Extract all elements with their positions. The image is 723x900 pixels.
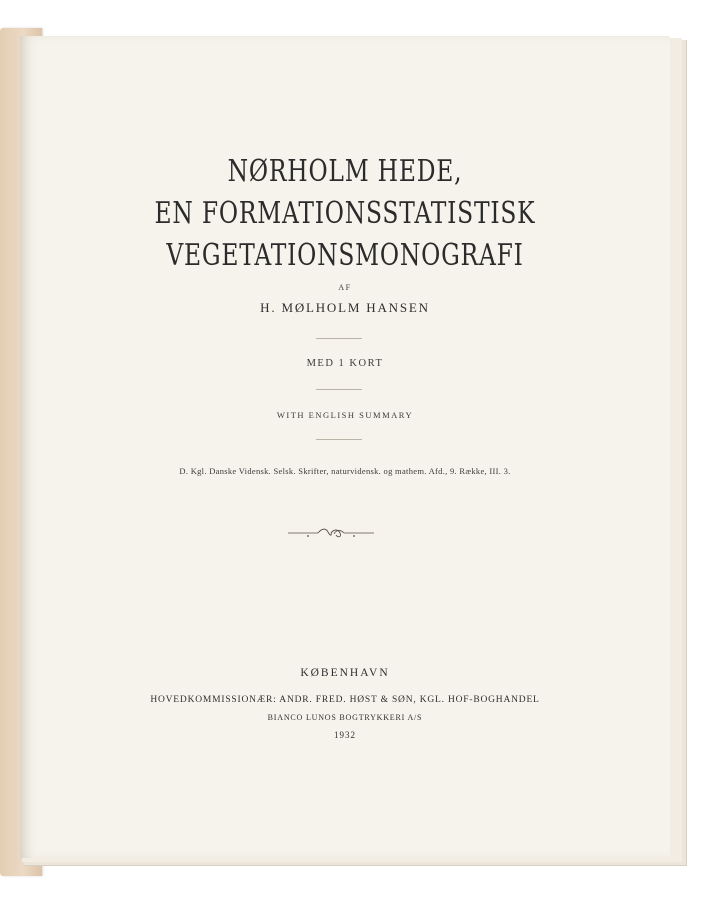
imprint-commission: HOVEDKOMMISSIONÆR: ANDR. FRED. HØST & SØN, KGL. HOF-BOGHANDEL <box>150 695 540 705</box>
author-name: H. MØLHOLM HANSEN <box>260 300 430 315</box>
title-page-content <box>20 36 670 858</box>
title-line-1: NØRHOLM HEDE, <box>227 154 463 189</box>
imprint-year: 1932 <box>334 730 356 740</box>
series-statement: D. Kgl. Danske Vidensk. Selsk. Skrifter, naturvidensk. og mathem. Afd., 9. Række, III. 3. <box>179 466 511 476</box>
divider-rule <box>316 338 362 339</box>
divider-rule <box>316 389 362 390</box>
summary-note: WITH ENGLISH SUMMARY <box>276 410 414 420</box>
imprint-printer: BIANCO LUNOS BOGTRYKKERI A/S <box>267 713 423 722</box>
by-label: AF <box>338 283 352 292</box>
title-line-3: VEGETATIONSMONOGRAFI <box>166 238 524 273</box>
title-page <box>20 36 670 858</box>
divider-rule <box>316 439 362 440</box>
imprint-city: KØBENHAVN <box>300 667 390 679</box>
title-line-2: EN FORMATIONSSTATISTISK <box>154 196 536 231</box>
map-note: MED 1 KORT <box>306 358 384 369</box>
scroll-ornament-icon <box>288 526 374 540</box>
